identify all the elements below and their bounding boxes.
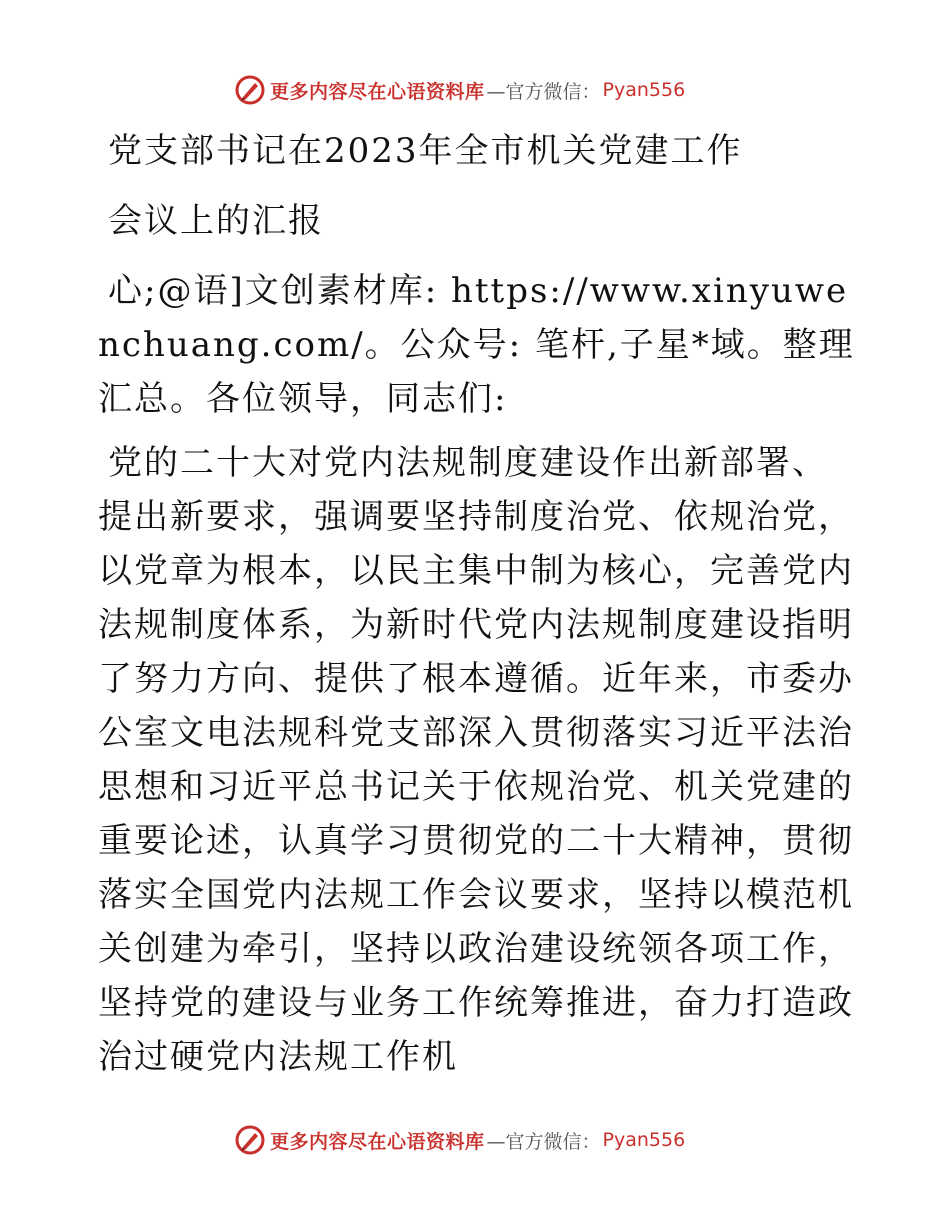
banner-separator: —官方微信： — [486, 80, 601, 103]
footer-banner — [234, 1120, 754, 1160]
footer-wechat-id: Pyan556 — [602, 1129, 686, 1151]
footer-separator: —官方微信： — [486, 1130, 601, 1153]
banner-wechat-id: Pyan556 — [602, 79, 686, 101]
document-title-line1: 党支部书记在2023年全市机关党建工作 — [108, 131, 743, 171]
pen-circle-icon — [234, 1124, 266, 1156]
banner-slogan: 更多内容尽在心语资料库 — [270, 80, 485, 103]
body-paragraph: 党的二十大对党内法规制度建设作出新部署、提出新要求，强调要坚持制度治党、依规治党，以党章为根本，以民主集中制为核心，完善党内法规制度体系，为新时代党内法规制度建设指明了努力方向、提供了根本遵循。近年来，市委办公室文电法规科党支部深入贯彻落实习近平法治思想和习近平总书记关于依规治党、机关党建的重要论述，认真学习贯彻党的二十大精神，贯彻落实全国党内法规工作会议要求，坚持以模范机关创建为牵引，坚持以政治建设统领各项工作，坚持党的建设与业务工作统筹推进，奋力打造政治过硬党内法规工作机 — [98, 443, 854, 1077]
source-and-salutation: 心;@语]文创素材库: https://www.xinyuwenchuang.com/。公众号: 笔杆,子星*域。整理汇总。各位领导，同志们: — [98, 271, 855, 419]
header-banner — [234, 70, 754, 110]
pen-circle-icon — [234, 74, 266, 106]
document-title-line2: 会议上的汇报 — [108, 201, 324, 241]
document-body — [98, 124, 858, 1084]
footer-slogan: 更多内容尽在心语资料库 — [270, 1130, 485, 1153]
